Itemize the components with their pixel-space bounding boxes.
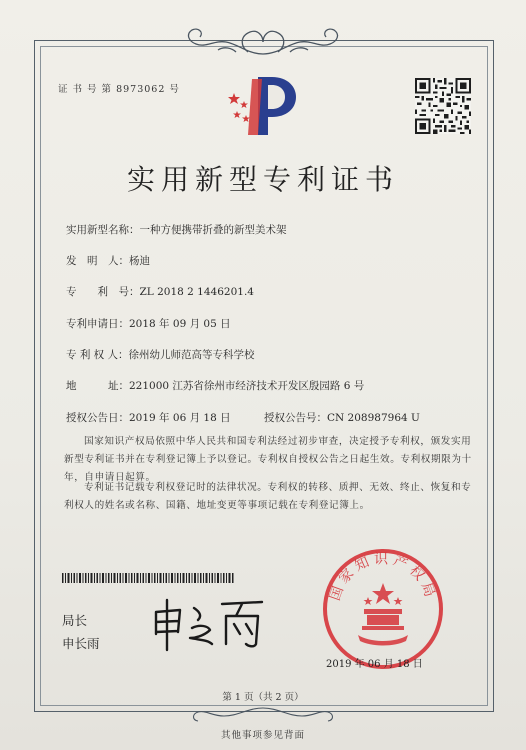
field-value: ZL 2018 2 1446201.4 <box>139 286 254 298</box>
paragraph-line: 利权人的姓名或名称、国籍、地址变更等事项记载在专利登记簿上。 <box>64 500 370 511</box>
seal-text: 国家知识产权局 <box>327 551 439 603</box>
paragraph-line: 新型专利证书并在专利登记簿上予以登记。专利权自授权公告之日起生效。专利权期限为十 <box>64 454 472 465</box>
director-name: 申长雨 <box>62 636 100 651</box>
director-title: 局长 <box>62 613 88 628</box>
top-ornament <box>178 24 348 58</box>
seal-date: 2019 年 06 月 18 日 <box>326 659 423 670</box>
field-patent-owner <box>66 347 255 362</box>
field-label: 授权公告号： <box>264 412 327 424</box>
paragraph-line: 专利证书记载专利权登记时的法律状况。专利权的转移、质押、无效、终止、恢复和专 <box>84 482 472 493</box>
field-value: 杨迪 <box>129 255 150 267</box>
field-label: 发 明 人： <box>66 255 129 267</box>
field-address <box>66 378 364 393</box>
field-utility-model-name <box>66 222 287 237</box>
field-value: 一种方便携带折叠的新型美术架 <box>139 224 287 236</box>
handwritten-signature <box>150 594 270 652</box>
field-announcement-date <box>66 410 231 425</box>
field-value: CN 208987964 U <box>327 412 420 424</box>
field-patent-number <box>66 284 254 299</box>
certificate-number: 证 书 号 第 8973062 号 <box>58 84 180 95</box>
legal-status-paragraph <box>64 479 474 515</box>
field-label: 专 利 号： <box>66 286 140 298</box>
field-value: 221000 江苏省徐州市经济技术开发区殷园路 6 号 <box>129 380 365 392</box>
field-label: 授权公告日： <box>66 412 129 424</box>
field-label: 实用新型名称： <box>66 224 140 236</box>
field-value: 2019 年 06 月 18 日 <box>129 412 231 424</box>
paragraph-line: 国家知识产权局依照中华人民共和国专利法经过初步审查，决定授予专利权，颁发实用 <box>84 436 472 447</box>
field-value: 徐州幼儿师范高等专科学校 <box>128 349 255 361</box>
barcode <box>62 573 234 583</box>
bottom-ornament <box>178 704 348 726</box>
paragraph-line: 年，自申请日起算。 <box>64 472 156 483</box>
qr-code <box>415 78 471 134</box>
field-inventor <box>66 253 150 268</box>
footer-note: 其他事项参见背面 <box>220 730 305 741</box>
page-title: 实用新型专利证书 <box>126 163 399 196</box>
official-seal <box>318 545 448 673</box>
page-number: 第 1 页（共 2 页） <box>222 692 304 703</box>
field-label: 地 址： <box>66 380 129 392</box>
field-filing-date <box>66 316 231 331</box>
field-label: 专利申请日： <box>66 318 129 330</box>
patent-office-logo <box>222 73 302 137</box>
field-label: 专 利 权 人： <box>66 349 129 361</box>
field-value: 2018 年 09 月 05 日 <box>129 318 231 330</box>
field-announcement-number <box>264 410 420 425</box>
